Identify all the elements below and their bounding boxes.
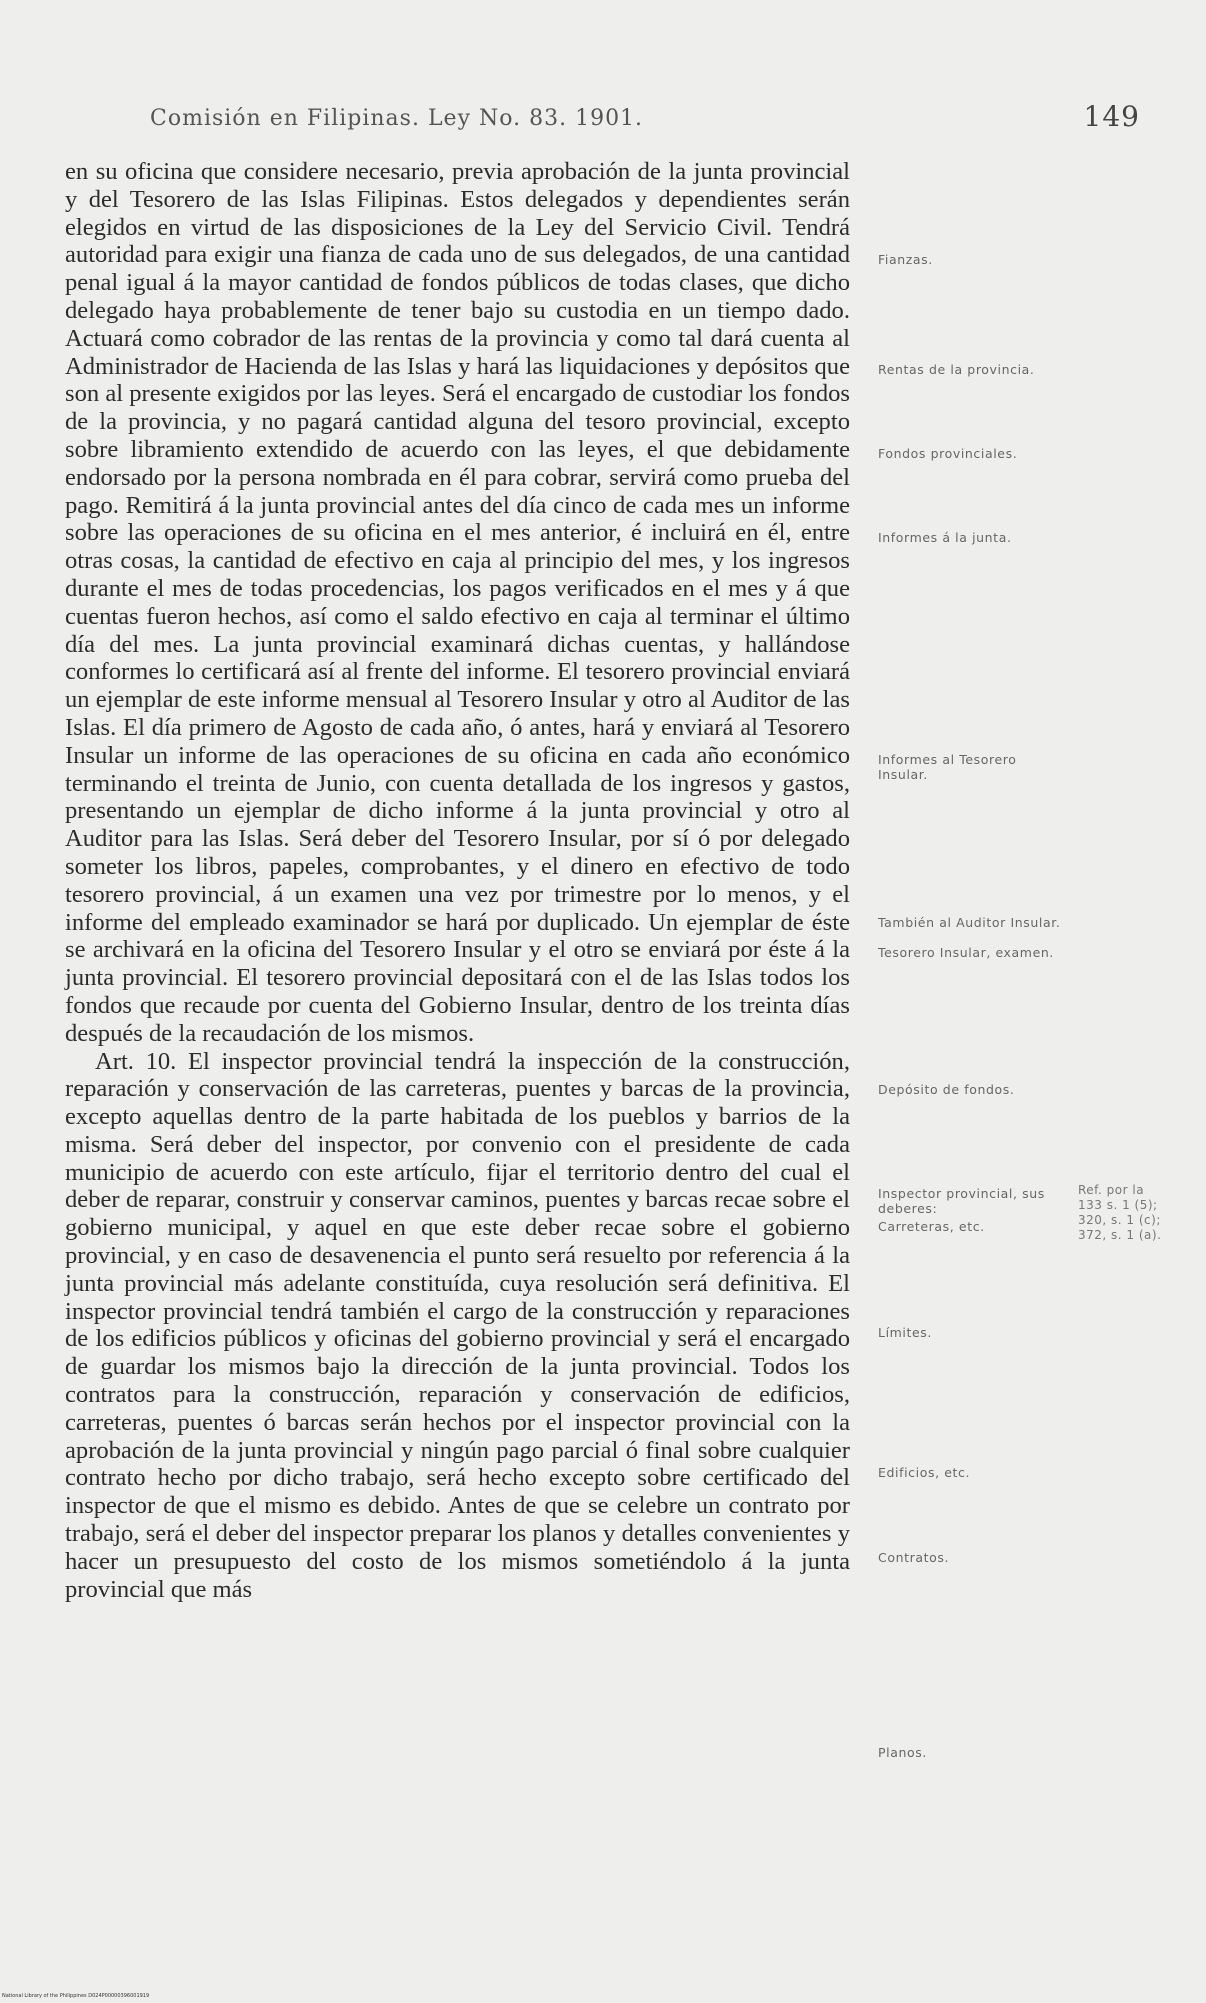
- margin-note-fianzas: Fianzas.: [878, 252, 933, 267]
- running-title: Comisión en Filipinas. Ley No. 83. 1901.: [150, 106, 644, 131]
- margin-note-tesorero-examen: Tesorero Insular, examen.: [878, 945, 1054, 960]
- paragraph-treasurer-duties: en su oficina que considere necesario, previa aprobación de la junta provincial y del Tesorero de las Islas Filipinas. Estos delegados y dependientes serán elegidos en virtud de las disposiciones de la Ley del Servicio Civil. Tendrá autoridad para exigir una fianza de cada uno de sus delegados, de una cantidad penal igual á la mayor cantidad de fondos públicos de todas clases, que dicho delegado haya probablemente de tener bajo su custodia en un tiempo dado. Actuará como cobrador de las rentas de la provincia y como tal dará cuenta al Administrador de Hacienda de las Islas y hará las liquidaciones y depósitos que son al presente exigidos por las leyes. Será el encargado de custodiar los fondos de la provincia, y no pagará cantidad alguna del tesoro provincial, excepto sobre libramiento extendido de acuerdo con las leyes, el que debidamente endorsado por la persona nombrada en él para cobrar, servirá como prueba del pago. Remitirá á la junta provincial antes del día cinco de cada mes un informe sobre las operaciones de su oficina en el mes anterior, é incluirá en él, entre otras cosas, la cantidad de efectivo en caja al principio del mes, y los ingresos durante el mes de todas procedencias, los pagos verificados en el mes y á que cuentas fueron hechos, así como el saldo efectivo en caja al terminar el último día del mes. La junta provincial examinará dichas cuentas, y hallándose conformes lo certificará así al frente del informe. El tesorero provincial enviará un ejemplar de este informe mensual al Tesorero Insular y otro al Auditor de las Islas. El día primero de Agosto de cada año, ó antes, hará y enviará al Tesorero Insular un informe de las operaciones de su oficina en cada año económico terminando el treinta de Junio, con cuenta detallada de los ingresos y gastos, presentando un ejemplar de dicho informe á la junta provincial y otro al Auditor para las Islas. Será deber del Tesorero Insular, por sí ó por delegado someter los libros, papeles, comprobantes, y el dinero en efectivo de todo tesorero provincial, á un examen una vez por trimestre por lo menos, y el informe del empleado examinador se hará por duplicado. Un ejemplar de éste se archivará en la oficina del Tesorero Insular y el otro se enviará por éste á la junta provincial. El tesorero provincial depositará con el de las Islas todos los fondos que recaude por cuenta del Gobierno Insular, dentro de los treinta días después de la recaudación de los mismos.: [65, 158, 850, 1047]
- margin-note-edificios: Edificios, etc.: [878, 1465, 971, 1480]
- paragraph-article-10: Art. 10. El inspector provincial tendrá la inspección de la construcción, reparación y conservación de las carreteras, puentes y barcas de la provincia, excepto aquellas dentro de la parte habitada de los pueblos y barrios de la misma. Será deber del inspector, por convenio con el presidente de cada municipio de acuerdo con este artículo, fijar el territorio dentro del cual el deber de reparar, construir y conservar caminos, puentes y barcas recae sobre el gobierno municipal, y aquel en que este deber recae sobre el gobierno provincial, y en caso de desavenencia el punto será resuelto por referencia á la junta provincial más adelante constituída, cuya resolución será definitiva. El inspector provincial tendrá también el cargo de la construcción y reparaciones de los edificios públicos y oficinas del gobierno provincial y será el encargado de guardar los mismos bajo la dirección de la junta provincial. Todos los contratos para la construcción, reparación y conservación de edificios, carreteras, puentes ó barcas serán hechos por el inspector provincial con la aprobación de la junta provincial y ningún pago parcial ó final sobre cualquier contrato hecho por dicho trabajo, será hecho excepto sobre certificado del inspector de que el mismo es debido. Antes de que se celebre un contrato por trabajo, será el deber del inspector preparar los planos y detalles convenientes y hacer un presupuesto del costo de los mismos sometiéndolo á la junta provincial que más: [65, 1047, 850, 1603]
- margin-note-planos: Planos.: [878, 1745, 927, 1760]
- margin-note-fondos: Fondos provinciales.: [878, 446, 1018, 461]
- page-number: 149: [1083, 100, 1140, 133]
- margin-note-rentas: Rentas de la provincia.: [878, 362, 1035, 377]
- margin-note-deposito: Depósito de fondos.: [878, 1082, 1015, 1097]
- margin-note-contratos: Contratos.: [878, 1550, 950, 1565]
- margin-note-informes-tesorero: Informes al Tesorero Insular.: [878, 752, 1017, 782]
- margin-note-informes-junta: Informes á la junta.: [878, 530, 1012, 545]
- reference-note: Ref. por la 133 s. 1 (5); 320, s. 1 (c); 372, s. 1 (a).: [1078, 1183, 1162, 1242]
- margin-note-carreteras: Carreteras, etc.: [878, 1219, 985, 1234]
- margin-note-inspector: Inspector provincial, sus deberes:: [878, 1186, 1045, 1216]
- margin-note-tambien-auditor: También al Auditor Insular.: [878, 915, 1061, 930]
- margin-note-limites: Límites.: [878, 1325, 932, 1340]
- footer-library-stamp: National Library of the Philippines D024P00000396001919: [2, 1993, 150, 1999]
- main-text: [65, 158, 850, 1603]
